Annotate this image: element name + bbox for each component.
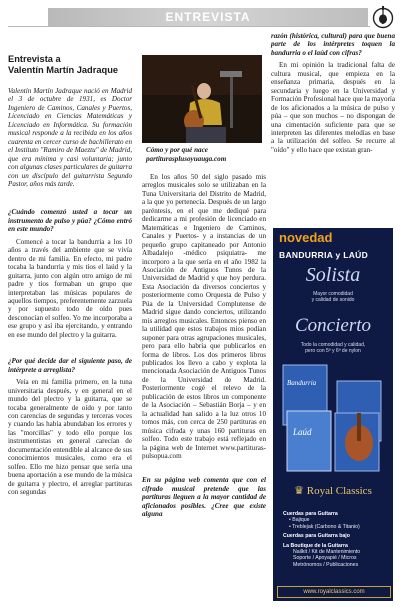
boutique-item-3: Metrónomos / Publicaciones bbox=[293, 561, 359, 568]
answer-4: En mi opinión la tradicional falta de cultura musical, que empieza en la enseñanza primaria, después en la secundaria y luego en la Universidad y Formación Profesional hace que la mayoría de los aficionados a la música de pulso y púa – que son muchos – no dispongan de una cimentación suficiente para que se interpreten las diferentes melodías en base a la utilización del solfeo. Se recurre al "oído" y ello hace que existan gran- bbox=[271, 61, 395, 154]
royal-classics-ad bbox=[273, 228, 393, 601]
column-3 bbox=[271, 32, 395, 160]
column-2 bbox=[142, 173, 266, 523]
ad-brand bbox=[273, 484, 393, 497]
ad-product-list bbox=[283, 511, 387, 568]
ad-solista-sub1: Mayor comodidad bbox=[313, 291, 353, 297]
crown-icon: ♛ bbox=[294, 485, 307, 497]
ad-website-link[interactable]: www.royalclassics.com bbox=[277, 586, 391, 598]
question-4-continued: razón (histórica, cultural) para que buena parte de los intérpretes toquen la bandurria o el laúd con cifras? bbox=[271, 32, 395, 57]
photo-illustration bbox=[142, 55, 262, 143]
question-1: ¿Cuándo comenzó usted a tocar un instrumento de pulso y púa? ¿Cómo entró en este mundo? bbox=[8, 208, 132, 234]
ad-brand-name: Royal Classics bbox=[306, 485, 372, 497]
ad-concierto: Concierto bbox=[295, 315, 371, 336]
question-2: ¿Por qué decide dar el siguiente paso, de intérprete a arreglista? bbox=[8, 357, 132, 374]
ad-product-covers bbox=[281, 363, 385, 473]
ad-solista-sub2: y calidad de sonido bbox=[311, 297, 355, 303]
section-header bbox=[0, 0, 400, 33]
strings-item-1: • Bajique bbox=[289, 517, 310, 524]
article-intro: Valentín Martín Jadraque nació en Madrid el 3 de octubre de 1931, es Doctor Ingeniero de Caminos, Canales y Puertos, Licenciado en Ciencias Matemáticas y Licenciado en Informática. Su formación musical responde a la recibida en los años cuarenta en cercer curso de bachillerato en el Instituto "Ramiro de Maeztu" de Madrid, que era mínima y casi voluntaria; junto con algunas clases particulares de guitarra con un discípulo del guitarrista Segundo Pastor, años más tarde. bbox=[8, 87, 132, 188]
bajo-title: Cuerdas para Guitarra bajo bbox=[283, 533, 350, 540]
column-1 bbox=[8, 32, 132, 502]
cover-label-bandurria: Bandurria bbox=[287, 379, 317, 387]
boutique-title: La Boutique de la Guitarra bbox=[283, 542, 348, 549]
ad-concierto-sub1: Todo la comodidad y calidad, bbox=[300, 342, 366, 348]
strings-item-2: • Treblejak (Carbono & Titanio) bbox=[289, 523, 360, 530]
header-rule bbox=[8, 26, 370, 27]
ad-novedad: novedad bbox=[279, 230, 333, 245]
section-banner bbox=[48, 8, 368, 26]
question-4: En su página web comenta que con el cifrado musical pretende que las partituras lleguen a la mayor cantidad de aficionados posibles. ¿Cree que existe alguna bbox=[142, 476, 266, 519]
ad-instruments: BANDURRIA y LAÚD bbox=[279, 250, 369, 260]
answer-3: En los años 50 del siglo pasado mis arreglos musicales solo se utilizaban en la Tuna Universitaria del Distrito de Madrid, a la que yo pertenecía. Después de un largo paréntesis, en el que me dediqué para dedicarme a mi profesión de licenciado en Matemáticas e Ingeniero de Caminos, Canales y Puertos- y a instancias de un pequeño grupo capitaneado por Antonio Albadalejo -médico psiquiatra- me incorporo a la que sería en el año 1982 la Asociación de Antiguos Tunos de la Universidad de Madrid y que hoy perdura. Esta Asociación da diversos conciertos y posteriormente como Orquesta de Pulso y Púa de la Universidad Complutense de Madrid sigue dando conciertos, utilizando mis arreglos musicales. Entonces pienso en la utilidad que estos trabajos míos podían suponer para otras agrupaciones musicales, pero para ello habría que publicarlos en forma de libros. Los dos primeros libros publicados los llevo a cabo y explota la mencionada Asociación de Antiguos Tunos de la Universidad de Madrid. Posteriormente cogé el relevo de la publicación de estos libros un componente de la Asociación – Sebastián Borja – y en la actualidad han salido a la luz otros 10 tomos más, con cerca de 250 partituras en música cifrada y unas 160 partituras en solfeo. Todo este trabajo está reflejado en la página web de Internet www.partituras-pulsopua.com bbox=[142, 173, 266, 460]
boutique-item-1: Nailkit / Kit de Mantenimiento bbox=[293, 549, 361, 556]
interview-photo bbox=[142, 55, 262, 143]
title-line-1: Entrevista a bbox=[8, 54, 61, 64]
section-title: ENTREVISTA bbox=[165, 10, 251, 24]
ad-solista: Solista bbox=[305, 264, 361, 286]
cover-label-laud: Laúd bbox=[293, 427, 312, 437]
strings-title: Cuerdas para Guitarra bbox=[283, 511, 338, 517]
guitar-logo-icon bbox=[372, 4, 394, 30]
answer-2: Veía en mi familia primero, en la tuna universitaria después, y en general en el mundo del plectro y la guitarra, que se tocaba generalmente de oído y por tanto con carencias de segundas y terceras voces y cuando las había abundaban los errores y las "morcillas" y todo ello porque los instrumentistas en general carecían de documentación entendible al alcance de sus conocimientos musicales, como era el solfeo. Ello me hizo pensar que sería una buena aportación a ese mundo de la música de guitarra y plectro, el arreglar partituras con segundas bbox=[8, 378, 132, 497]
photo-caption: Cómo y por qué nace partiturasplusoyuauga.com bbox=[146, 146, 227, 163]
boutique-item-2: Soporte / Apoyapié / Micros bbox=[293, 555, 357, 562]
article-title bbox=[8, 54, 132, 75]
ad-concierto-sub2: pero con 5ª y 6ª de nylon bbox=[305, 348, 361, 354]
answer-1: Comencé a tocar la bandurria a los 10 años a través del ambiente que se vivía dentro de mi familia. En efecto, mi padre tocaba la bandurria y mis tíos el laúd y la guitarra, junto con algún otro amigo de mi padre y tíos formaban un grupo que interpretaban las músicas populares de aquellos tiempos, preferentemente zarzuela y por supuesto todo de oído pues desconocían el solfeo. Yo me incorporaba a ese grupo y así iba ejercitando, y entrando en ese mundo del plectro y la guitarra. bbox=[8, 237, 132, 339]
title-line-2: Valentín Martín Jadraque bbox=[8, 64, 119, 75]
